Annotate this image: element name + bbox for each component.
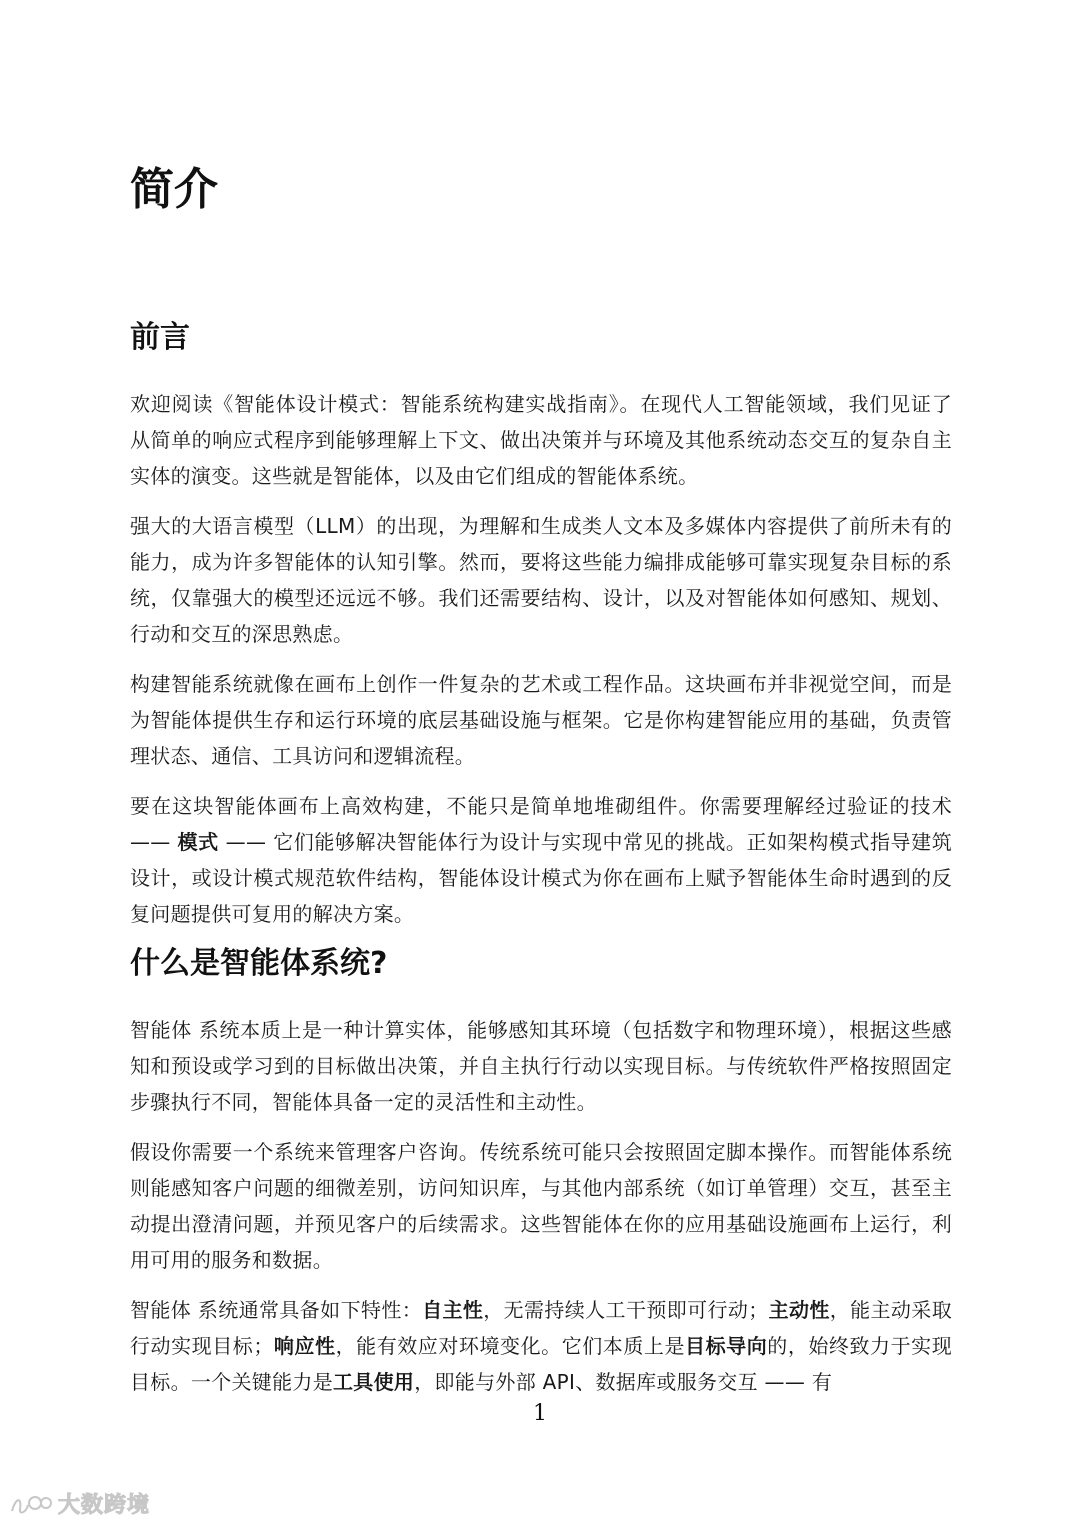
paragraph [130,508,952,652]
text-run: 假设你需要一个系统来管理客户咨询。传统系统可能只会按照固定脚本操作。而智能体系统则能感知客户问题的细微差别，访问知识库，与其他内部系统（如订单管理）交互，甚至主动提出澄清问题，并预见客户的后续需求。这些智能体在你的应用基础设施画布上运行，利用可用的服务和数据。 [130,1140,952,1272]
bold-term: 响应性 [273,1334,336,1358]
page-number: 1 [533,1401,547,1426]
paragraph [130,1012,952,1120]
paragraph [130,666,952,774]
text-run: 要在这块智能体画布上高效构建，不能只是简单地堆砌组件。你需要理解经过验证的技术 —— [130,794,952,854]
text-run: ，能主动采取行动实现目标； [130,1298,952,1358]
bold-term: 模式 [177,830,219,854]
text-run: ，无需持续人工干预即可行动； [483,1298,769,1322]
paragraph [130,788,952,932]
text-run: —— 它们能够解决智能体行为设计与实现中常见的挑战。正如架构模式指导建筑设计，或设计模式规范软件结构，智能体设计模式为你在画布上赋予智能体生命时遇到的反复问题提供可复用的解决方案。 [130,830,952,926]
paragraph [130,386,952,494]
text-run: 强大的大语言模型（LLM）的出现，为理解和生成类人文本及多媒体内容提供了前所未有的能力，成为许多智能体的认知引擎。然而，要将这些能力编排成能够可靠实现复杂目标的系统，仅靠强大的模型还远远不够。我们还需要结构、设计，以及对智能体如何感知、规划、行动和交互的深思熟虑。 [130,514,952,646]
watermark-logo-icon [8,1491,52,1517]
text-run: ，能有效应对环境变化。它们本质上是 [335,1334,686,1358]
text-run: 构建智能系统就像在画布上创作一件复杂的艺术或工程作品。这块画布并非视觉空间，而是为智能体提供生存和运行环境的底层基础设施与框架。它是你构建智能应用的基础，负责管理状态、通信、工具访问和逻辑流程。 [130,672,952,768]
page-title: 简介 [130,164,218,215]
bold-term: 目标导向 [685,1334,768,1358]
bold-term: 主动性 [768,1298,830,1322]
bold-term: 工具使用 [333,1370,415,1394]
paragraph [130,1134,952,1278]
text-run: ，即能与外部 API、数据库或服务交互 —— 有 [414,1370,833,1394]
watermark-text: 大数跨境 [58,1493,151,1518]
text-run: 的，始终致力于实现目标。一个关键能力是 [130,1334,953,1394]
text-run: 智能体 系统通常具备如下特性： [130,1298,423,1322]
text-run: 智能体 系统本质上是一种计算实体，能够感知其环境（包括数字和物理环境），根据这些感知和预设或学习到的目标做出决策，并自主执行行动以实现目标。与传统软件严格按照固定步骤执行不同，智能体具备一定的灵活性和主动性。 [130,1018,952,1114]
paragraph [130,1292,952,1400]
section-body-preface [130,386,952,946]
watermark [8,1488,150,1519]
section-heading-what-is-agent-system: 什么是智能体系统? [130,946,388,981]
section-body-what-is-agent-system [130,1012,952,1414]
section-heading-preface: 前言 [130,320,190,355]
bold-term: 自主性 [422,1298,484,1322]
text-run: 欢迎阅读《智能体设计模式：智能系统构建实战指南》。在现代人工智能领域，我们见证了从简单的响应式程序到能够理解上下文、做出决策并与环境及其他系统动态交互的复杂自主实体的演变。这些就是智能体，以及由它们组成的智能体系统。 [130,392,952,488]
